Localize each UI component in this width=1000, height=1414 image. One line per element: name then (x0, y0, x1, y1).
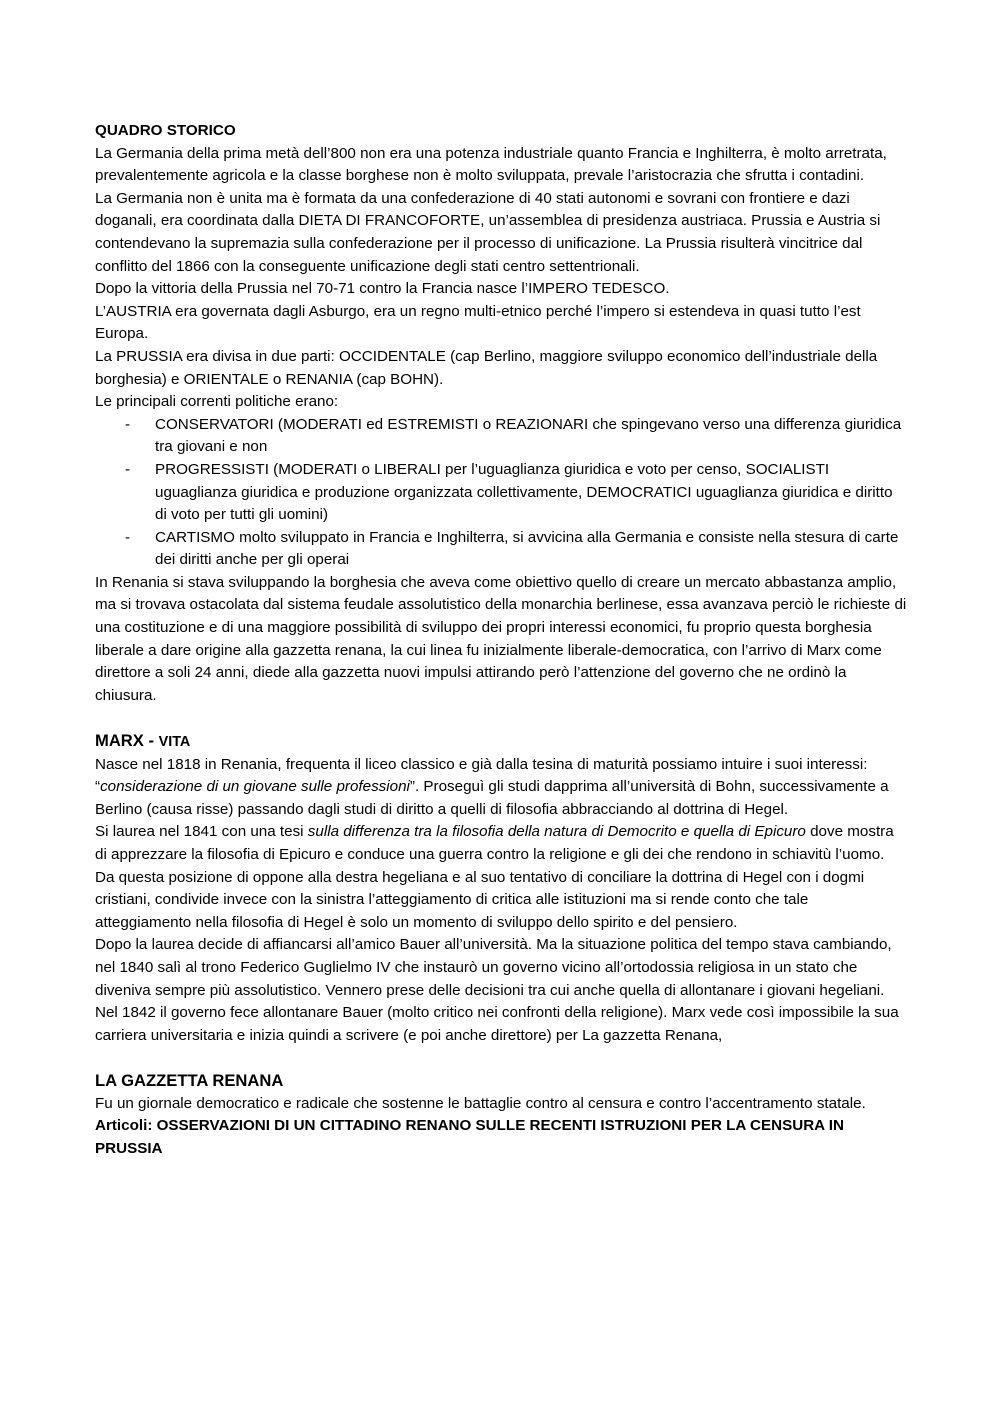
paragraph: Dopo la vittoria della Prussia nel 70-71 contro la Francia nasce l’IMPERO TEDESCO. (95, 280, 670, 298)
paragraph: La Germania non è unita ma è formata da una confederazione di 40 stati autonomi e sovrani con frontiere e dazi doganali, era coordinata dalla DIETA DI FRANCOFORTE, un’assemblea di presidenza austriaca. Prussia e Austria si contendevano la supremazia sulla confederazione per il processo di unificazione. La Prussia risulterà vincitrice dal conflitto del 1866 con la conseguente unificazione degli stati centro settentrionali. (95, 189, 881, 275)
paragraph: La Germania della prima metà dell’800 non era una potenza industriale quanto Francia e Inghilterra, è molto arretrata, prevalentemente agricola e la classe borghese non è molto sviluppata, prevale l’aristocrazia che sfrutta i contadini. (95, 144, 887, 185)
title-small: VITA (158, 734, 191, 751)
articles-line: Articoli: OSSERVAZIONI DI UN CITTADINO RENANO SULLE RECENTI ISTRUZIONI PER LA CENSURA IN PRUSSIA (95, 1117, 844, 1157)
paragraph: La PRUSSIA era divisa in due parti: OCCIDENTALE (cap Berlino, maggiore sviluppo economico dell’industriale della borghesia) e ORIENTALE o RENANIA (cap BOHN). (95, 347, 878, 388)
paragraph: Fu un giornale democratico e radicale che sostenne le battaglie contro al censura e contro l’accentramento statale. (95, 1094, 866, 1112)
paragraph (95, 821, 907, 934)
section-title-marx-vita (95, 730, 907, 754)
section-title-quadro-storico: QUADRO STORICO (95, 122, 236, 139)
list-item: - CARTISMO molto sviluppato in Francia e Inghilterra, si avvicina alla Germania e consiste nella stesura di carte dei diritti anche per gli operai (155, 527, 907, 572)
italic-text: considerazione di un giovane sulle professioni (100, 778, 410, 796)
paragraph: Le principali correnti politiche erano: (95, 393, 339, 411)
list-item: - CONSERVATORI (MODERATI ed ESTREMISTI o REAZIONARI che spingevano verso una differenza giuridica tra giovani e non (155, 414, 907, 459)
list-item: - PROGRESSISTI (MODERATI o LIBERALI per l’uguaglianza giuridica e voto per censo, SOCIALISTI uguaglianza giuridica e produzione organizzata collettivamente, DEMOCRATICI uguaglianza giuridica e diritto di voto per tutti gli uomini) (155, 459, 907, 527)
paragraph: In Renania si stava sviluppando la borghesia che aveva come obiettivo quello di creare un mercato abbastanza amplio, ma si trovava ostacolata dal sistema feudale assolutistico della monarchia berlinese, essa avanzava perciò le richieste di una costituzione e di una maggiore possibilità di sviluppo dei propri interessi economici, fu proprio questa borghesia liberale a dare origine alla gazzetta renana, la cui linea fu inizialmente liberale-democratica, con l’arrivo di Marx come direttore a soli 24 anni, diede alla gazzetta nuovi impulsi attirando però l’attenzione del governo che ne ordinò la chiusura. (95, 573, 907, 704)
italic-text: sulla differenza tra la filosofia della natura di Democrito e quella di Epicuro (307, 823, 806, 841)
text-run: ”. Proseguì gli studi dapprima all’università di Bohn, successivamente a Berlino (causa risse) passando dagli studi di diritto a quelli di filosofia abbracciando al dottrina di Hegel. (95, 778, 889, 818)
paragraph: Dopo la laurea decide di affiancarsi all’amico Bauer all’università. Ma la situazione politica del tempo stava cambiando, nel 1840 salì al trono Federico Guglielmo IV che instaurò un governo vicino all’ortodossia religiosa in un stato che diveniva sempre più assolutistico. Vennero prese delle decisioni tra cui anche quella di allontanare i giovani hegeliani. Nel 1842 il governo fece allontanare Bauer (molto critico nei confronti della religione). Marx vede così impossibile la sua carriera universitaria e inizia quindi a scrivere (e poi anche direttore) per La gazzetta Renana, (95, 936, 899, 1044)
text-run: Nasce nel 1818 in Renania, frequenta il liceo classico e già dalla tesina di maturità possiamo intuire i suoi interessi: “ (95, 755, 868, 796)
paragraph: L’AUSTRIA era governata dagli Asburgo, era un regno multi-etnico perché l’impero si estendeva in quasi tutto l’est Europa. (95, 302, 861, 343)
title-main: MARX - (95, 731, 159, 751)
political-currents-list (95, 414, 907, 572)
section-title-gazzetta-renana: LA GAZZETTA RENANA (95, 1070, 284, 1090)
text-run: dove mostra di apprezzare la filosofia di Epicuro e conduce una guerra contro la religione e gli dei che rendono in schiavitù l’uomo. Da questa posizione di oppone alla destra hegeliana e al suo tentativo di conciliare la dottrina di Hegel con i dogmi cristiani, condivide invece con la sinistra l’atteggiamento di critica alle istituzioni ma si rende conto che tale atteggiamento nella filosofia di Hegel è solo un momento di sviluppo dello spirito e del pensiero. (95, 823, 894, 931)
document-page (95, 120, 907, 1160)
paragraph (95, 754, 907, 822)
text-run: Si laurea nel 1841 con una tesi (95, 823, 308, 841)
